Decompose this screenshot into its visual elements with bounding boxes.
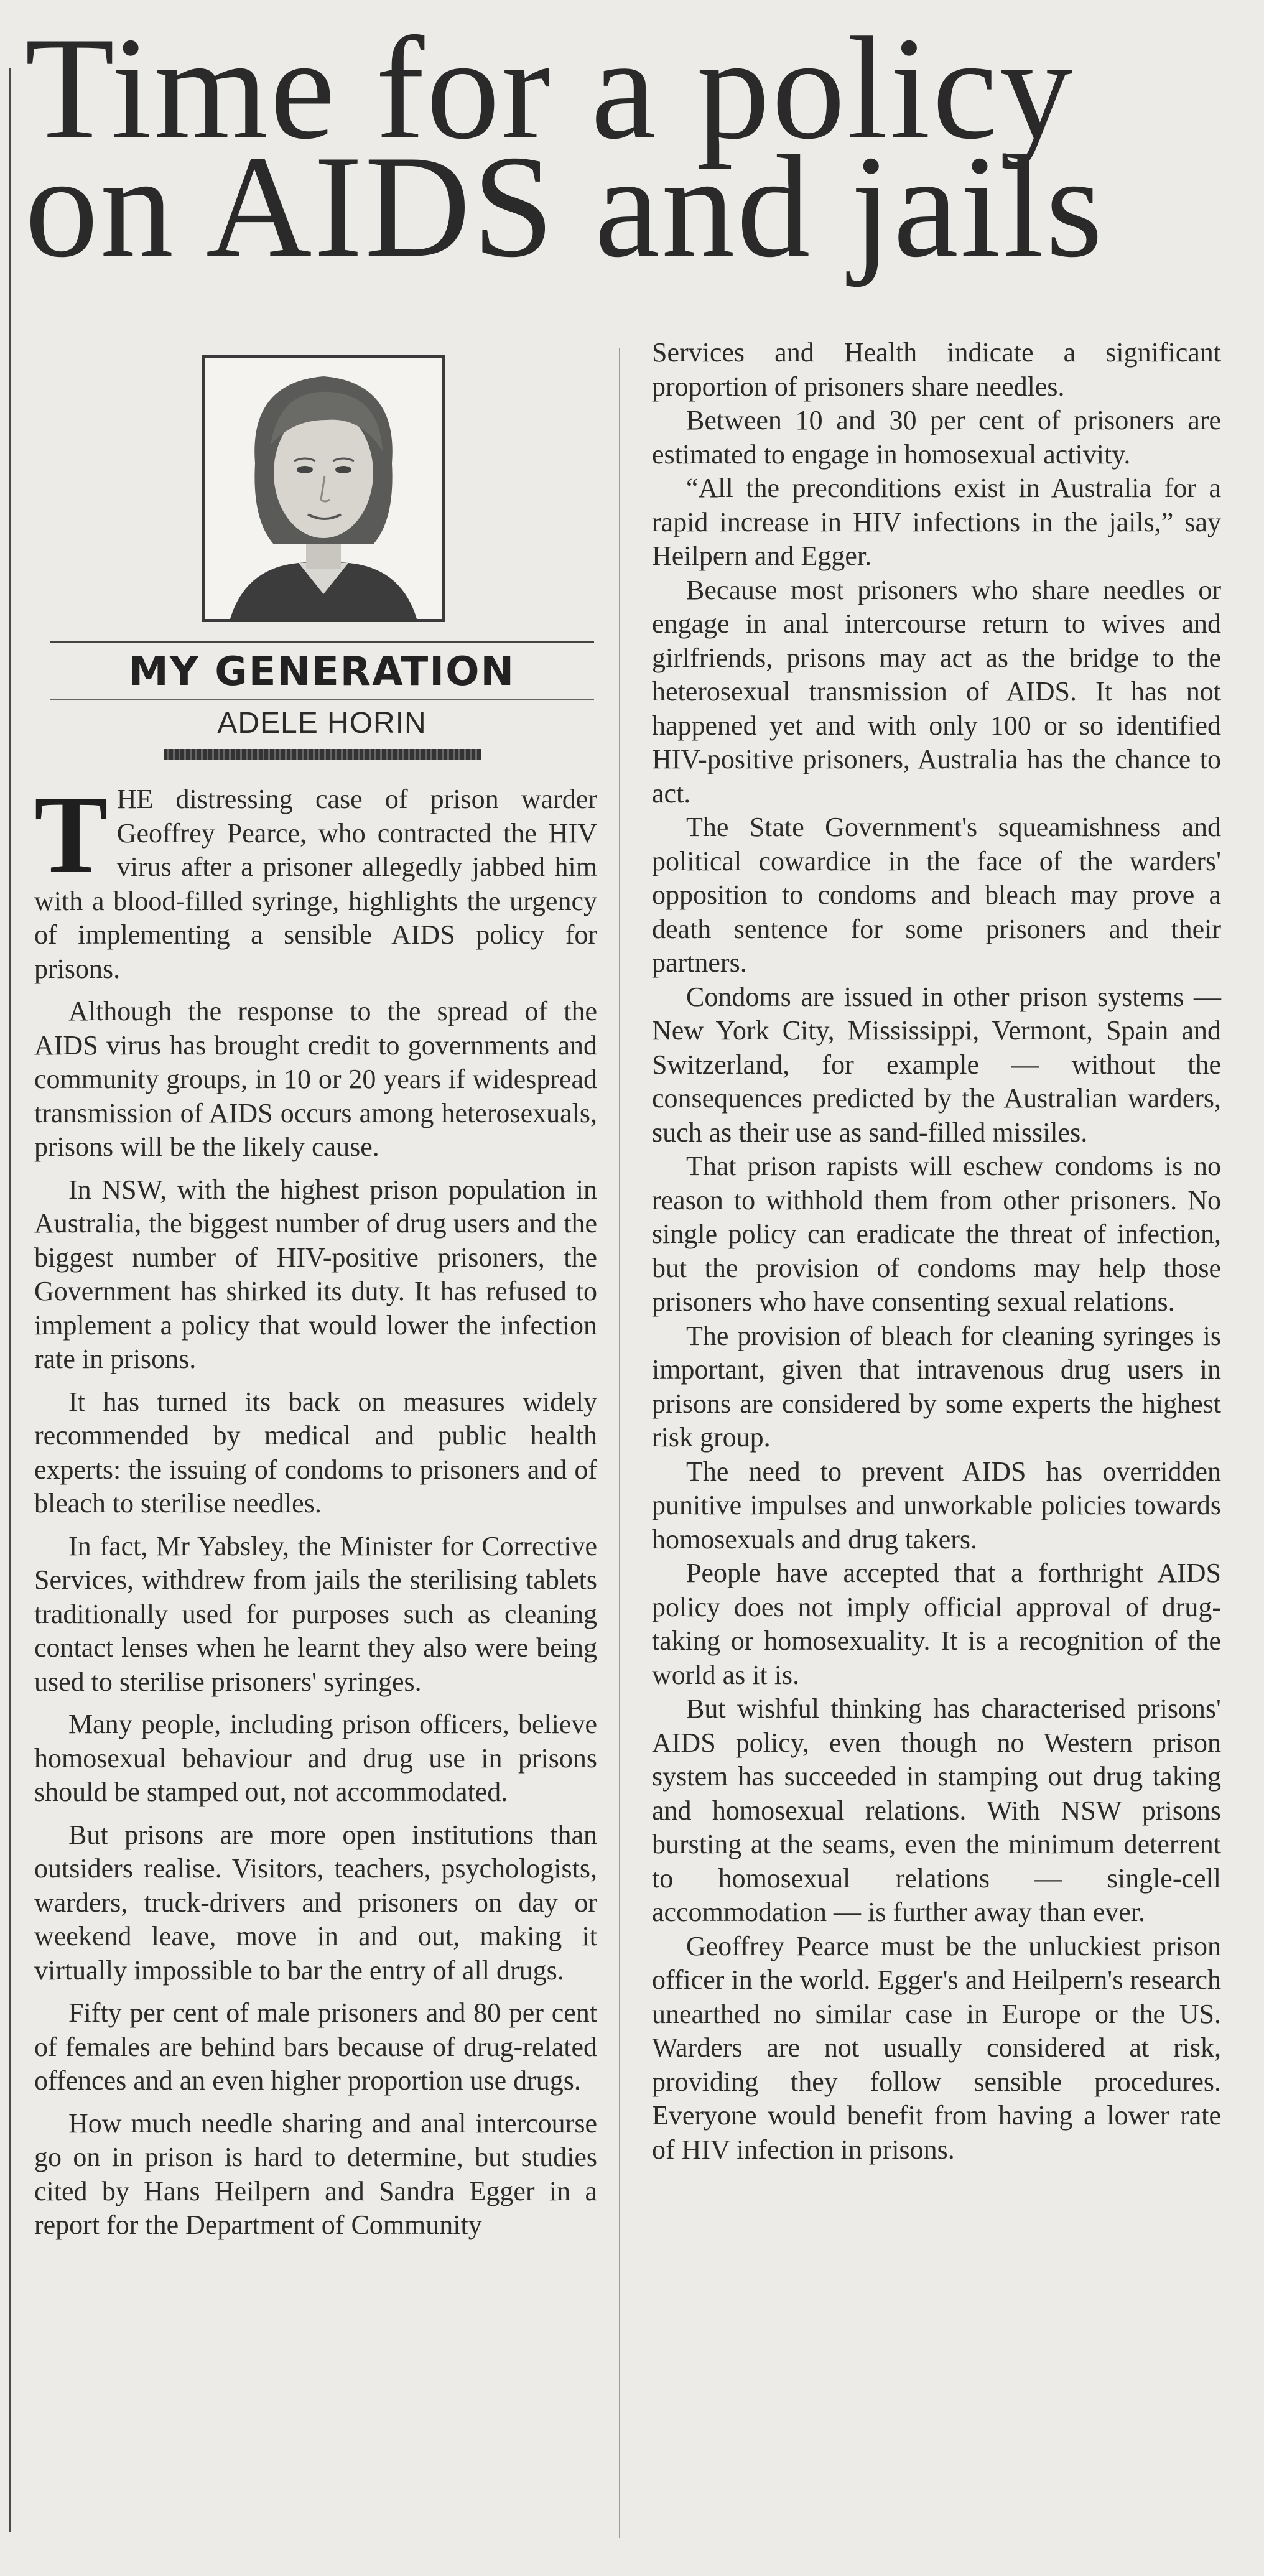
headline bbox=[25, 7, 1257, 288]
headline-line-2: on AIDS and jails bbox=[25, 126, 1105, 288]
byline-middle-rule bbox=[50, 699, 594, 700]
article-left-column bbox=[34, 773, 597, 2251]
paragraph: That prison rapists will eschew condoms is no reason to withhold them from other prisoners. No single policy can eradicate the threat of infection, but the provision of condoms may help those prisoners who have consenting sexual relations. bbox=[652, 1151, 1221, 1317]
byline-top-rule bbox=[50, 641, 594, 643]
paragraph: The need to prevent AIDS has overridden punitive impulses and unworkable policies towards homosexuals and drug takers. bbox=[652, 1456, 1221, 1555]
paragraph: Geoffrey Pearce must be the unluckiest prison officer in the world. Egger's and Heilpern's research unearthed no similar case in Europe or the US. Warders are not usually considered at risk, providing they follow sensible procedures. Everyone would benefit from having a lower rate of HIV infection in prisons. bbox=[652, 1930, 1221, 2165]
paragraph: Many people, including prison officers, believe homosexual behaviour and drug use in prisons should be stamped out, not accommodated. bbox=[34, 1709, 597, 1807]
headline-line-1: Time for a policy bbox=[25, 7, 1075, 170]
column-name: MY GENERATION bbox=[128, 649, 516, 695]
paragraph: How much needle sharing and anal intercourse go on in prison is hard to determine, but studies cited by Hans Heilpern and Sandra Egger in a report for the Department of Community bbox=[34, 2108, 597, 2240]
paragraph: “All the preconditions exist in Australia for a rapid increase in HIV infections in the jails,” say Heilpern and Egger. bbox=[652, 473, 1221, 571]
lead-paragraph: THE distressing case of prison warder Geoffrey Pearce, who contracted the HIV virus after a prisoner allegedly jabbed him with a blood-filled syringe, highlights the urgency of implementing a sensible AIDS policy for prisons. bbox=[34, 773, 597, 984]
paragraph: Condoms are issued in other prison systems — New York City, Mississippi, Vermont, Spain and Switzerland, for example — without the consequences predicted by the Australian warders, such as their use as sand-filled missiles. bbox=[652, 981, 1221, 1148]
paragraph: But wishful thinking has characterised prisons' AIDS policy, even though no Western prison system has succeeded in stamping out drug taking and homosexual relations. With NSW prisons bursting at the seams, even the minimum deterrent to homosexual relations — single-cell accommodation — is further away than ever. bbox=[652, 1693, 1221, 1927]
paragraph: In NSW, with the highest prison population in Australia, the biggest number of drug users and the biggest number of HIV-positive prisoners, the Government has shirked its duty. It has refused to implement a policy that would lower the infection rate in prisons. bbox=[34, 1174, 597, 1374]
paragraph: Because most prisoners who share needles or engage in anal intercourse return to wives and girlfriends, prisons may act as the bridge to the heterosexual transmission of AIDS. It has not happened yet and with only 100 or so identified HIV-positive prisoners, Australia has the chance to act. bbox=[652, 574, 1221, 809]
byline-hatch-rule bbox=[164, 749, 481, 760]
byline bbox=[50, 641, 594, 760]
paragraph: The provision of bleach for cleaning syringes is important, given that intravenous drug users in prisons are considered by some experts the highest risk group. bbox=[652, 1320, 1221, 1453]
portrait-image bbox=[205, 358, 442, 619]
paragraph: In fact, Mr Yabsley, the Minister for Corrective Services, withdrew from jails the sterilising tablets traditionally used for purposes such as cleaning contact lenses when he learnt they also were being used to sterilise prisoners' syringes. bbox=[34, 1530, 597, 1697]
continued-paragraph: Services and Health indicate a significant proportion of prisoners share needles. bbox=[652, 337, 1221, 402]
article-right-column bbox=[652, 336, 1221, 2167]
paragraph: It has turned its back on measures widely recommended by medical and public health experts: the issuing of condoms to prisoners and of bleach to sterilise needles. bbox=[34, 1386, 597, 1518]
paragraph: But prisons are more open institutions than outsiders realise. Visitors, teachers, psychologists, warders, truck-drivers and prisoners on day or weekend leave, move in and out, making it virtually impossible to bar the entry of all drugs. bbox=[34, 1819, 597, 1986]
author-name: ADELE HORIN bbox=[217, 707, 427, 740]
paragraph: Fifty per cent of male prisoners and 80 per cent of females are behind bars because of drug-related offences and an even higher proportion use drugs. bbox=[34, 1997, 597, 2096]
left-margin-rule bbox=[9, 68, 11, 2532]
paragraph: Between 10 and 30 per cent of prisoners are estimated to engage in homosexual activity. bbox=[652, 405, 1221, 470]
paragraph: Although the response to the spread of the AIDS virus has brought credit to governments and community groups, in 10 or 20 years if widespread transmission of AIDS occurs among heterosexuals, prisons will be the likely cause. bbox=[34, 996, 597, 1162]
paragraph: The State Government's squeamishness and political cowardice in the face of the warders' opposition to condoms and bleach may prove a death sentence for some prisoners and their partners. bbox=[652, 812, 1221, 978]
paragraph: People have accepted that a forthright AIDS policy does not imply official approval of drug-taking or homosexuality. It is a recognition of the world as it is. bbox=[652, 1558, 1221, 1690]
drop-cap: T bbox=[34, 773, 108, 896]
column-divider bbox=[619, 348, 620, 2538]
author-portrait bbox=[202, 355, 445, 622]
